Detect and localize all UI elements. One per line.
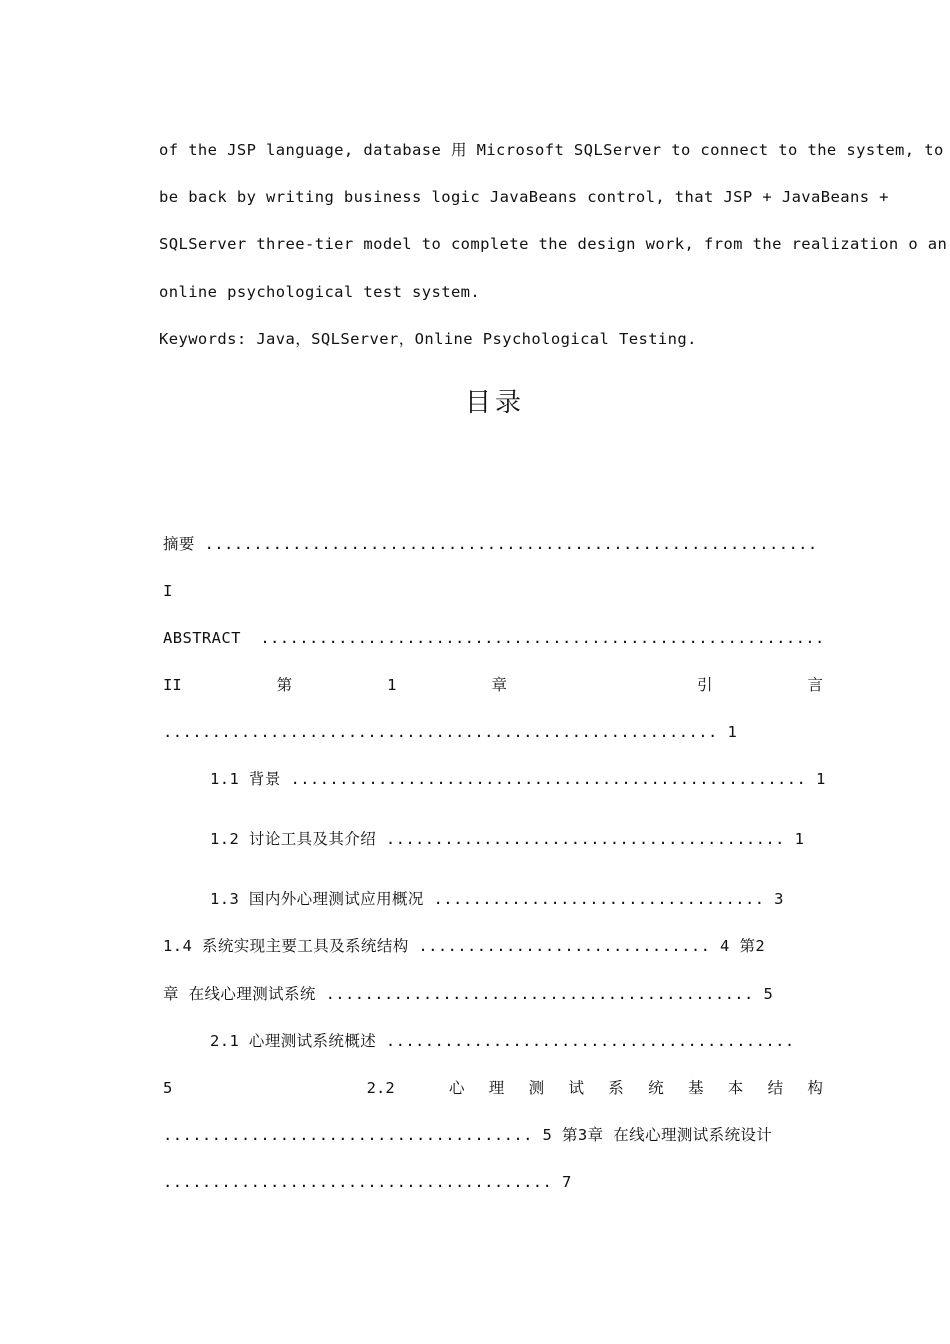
abstract-line-4: online psychological test system.: [159, 283, 481, 301]
toc-entry-abstract-en: ABSTRACT ..........................................................: [163, 629, 825, 647]
toc-word: 统: [648, 1079, 664, 1097]
toc-word: 章: [491, 676, 507, 694]
toc-title: 目录: [464, 388, 525, 418]
toc-word: 2.2: [366, 1079, 395, 1097]
toc-word: 心: [448, 1079, 465, 1097]
toc-entry-1-3: 1.3 国内外心理测试应用概况 .................................. 3: [210, 890, 784, 908]
toc-entry-abstract-cn: 摘要 ...............................................................: [163, 535, 818, 553]
toc-entry-chapter-3: ...................................... 5 第3章 在线心理测试系统设计: [163, 1126, 773, 1144]
toc-word: 言: [807, 676, 823, 694]
toc-word: 结: [767, 1079, 784, 1097]
toc-page-number: 5: [163, 1079, 173, 1097]
toc-word: 1: [387, 676, 397, 694]
toc-word: 系: [608, 1079, 624, 1097]
toc-word: 引: [696, 676, 713, 694]
toc-page-number: I: [163, 582, 173, 600]
toc-word: 构: [807, 1079, 823, 1097]
abstract-line-2: be back by writing business logic JavaBeans control, that JSP + JavaBeans +: [159, 188, 889, 206]
toc-entry-1-1: 1.1 背景 ..................................................... 1: [210, 770, 826, 788]
abstract-line-3: SQLServer three-tier model to complete the design work, from the realization o an: [159, 235, 948, 253]
toc-entry-1-4: 1.4 系统实现主要工具及系统结构 .............................. 4 第2: [163, 937, 766, 955]
toc-entry-2-1: 2.1 心理测试系统概述 ..........................................: [210, 1032, 795, 1050]
toc-word: 理: [488, 1079, 505, 1097]
toc-dots-line: ........................................ 7: [163, 1173, 572, 1191]
toc-dots-line: ......................................................... 1: [163, 723, 738, 741]
toc-entry-2-2: [163, 1078, 823, 1098]
toc-entry-chapter-2: 章 在线心理测试系统 ............................................ 5: [163, 985, 774, 1003]
toc-word: 测: [528, 1079, 545, 1097]
abstract-line-1: of the JSP language, database 用 Microsoft SQLServer to connect to the system, to: [159, 141, 944, 159]
toc-page-number: II: [163, 676, 182, 694]
toc-word: 第: [276, 676, 293, 694]
toc-word: 试: [568, 1079, 584, 1097]
keywords-line: Keywords: Java，SQLServer，Online Psychological Testing.: [159, 330, 697, 348]
toc-entry-1-2: 1.2 讨论工具及其介绍 ......................................... 1: [210, 830, 805, 848]
toc-word: 本: [727, 1079, 744, 1097]
toc-word: 基: [687, 1079, 704, 1097]
toc-entry-chapter-1: [163, 675, 823, 695]
